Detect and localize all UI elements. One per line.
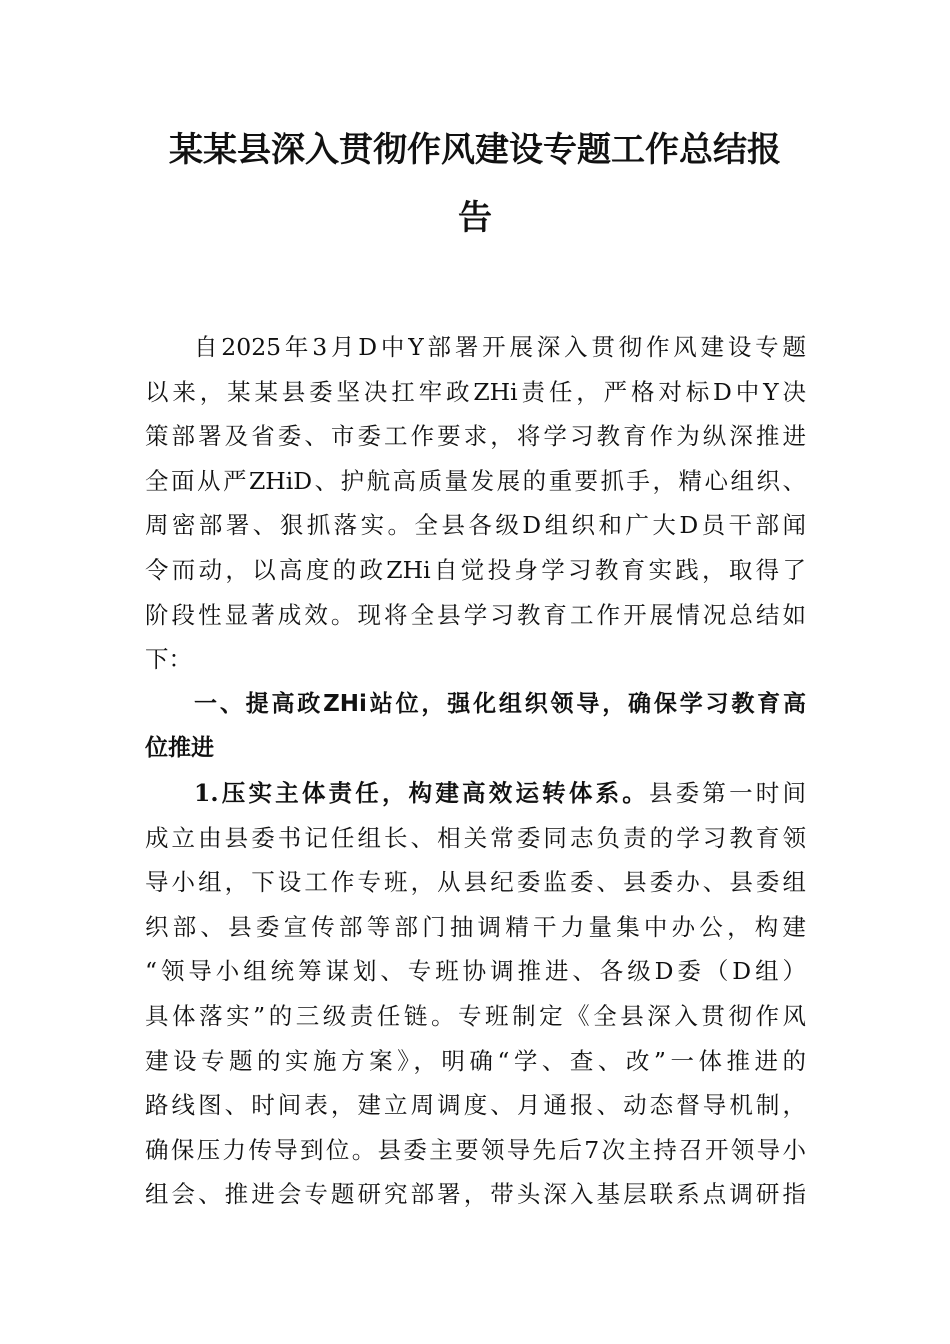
- text-line: 确保压力传导到位。县委主要领导先后7次主持召开领导小: [145, 1135, 806, 1164]
- heading-line: 位推进: [145, 735, 214, 762]
- text-line: 令而动，以高度的政ZHi自觉投身学习教育实践，取得了: [145, 555, 806, 584]
- text-line: 阶段性显著成效。现将全县学习教育工作开展情况总结如: [145, 600, 806, 629]
- lead-rest: 县委第一时间: [648, 778, 806, 807]
- text-line: 组会、推进会专题研究部署，带头深入基层联系点调研指: [145, 1180, 806, 1209]
- text-line: 成立由县委书记任组长、相关常委同志负责的学习教育领: [145, 823, 806, 852]
- text-line: 以来，某某县委坚决扛牢政ZHi责任，严格对标D中Y决: [145, 377, 806, 406]
- text-line: [145, 771, 806, 816]
- text-line: 导小组，下设工作专班，从县纪委监委、县委办、县委组: [145, 868, 806, 897]
- text-line: 策部署及省委、市委工作要求，将学习教育作为纵深推进: [145, 422, 806, 451]
- document-body: [145, 325, 806, 1217]
- title-line: 某某县深入贯彻作风建设专题工作总结报: [169, 130, 781, 170]
- text-line: 具体落实”的三级责任链。专班制定《全县深入贯彻作风: [145, 1001, 806, 1030]
- text-line: 建设专题的实施方案》，明确“学、查、改”一体推进的: [145, 1046, 806, 1075]
- heading-line: 一、提高政ZHi站位，强化组织领导，确保学习教育高: [194, 690, 806, 717]
- text-line: 织部、县委宣传部等部门抽调精干力量集中办公，构建: [145, 912, 806, 941]
- subsection-paragraph: [145, 771, 806, 1217]
- section-heading: [145, 682, 806, 771]
- text-line: 周密部署、狠抓落实。全县各级D组织和广大D员干部闻: [145, 511, 806, 540]
- text-line: “领导小组统筹谋划、专班协调推进、各级D委（D组）: [145, 957, 806, 986]
- text-line: 路线图、时间表，建立周调度、月通报、动态督导机制，: [145, 1091, 806, 1120]
- intro-paragraph: [145, 325, 806, 682]
- subsection-lead: 1.压实主体责任，构建高效运转体系。: [194, 778, 649, 807]
- title-line: 告: [458, 198, 492, 238]
- text-line: 下：: [145, 645, 192, 674]
- text-line: 自2025年3月D中Y部署开展深入贯彻作风建设专题: [194, 333, 806, 361]
- text-line: 全面从严ZHiD、护航高质量发展的重要抓手，精心组织、: [145, 466, 806, 495]
